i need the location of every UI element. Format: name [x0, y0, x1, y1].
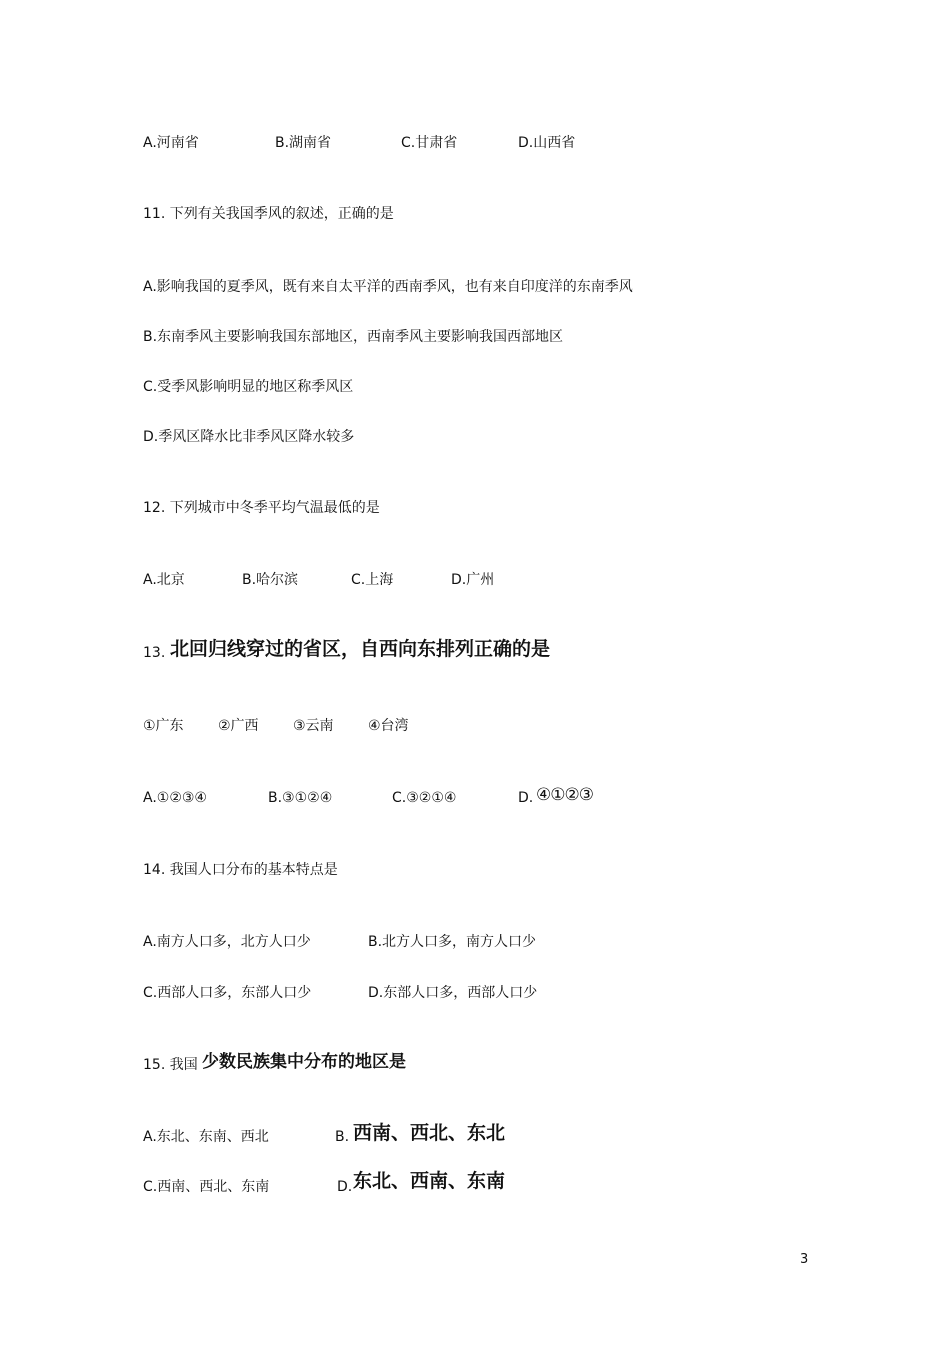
q12-option-a: A.北京 — [143, 572, 185, 588]
q11-option-d: D.季风区降水比非季风区降水较多 — [143, 429, 355, 445]
q12-option-b: B.哈尔滨 — [242, 572, 299, 588]
q14-option-d: D.东部人口多，西部人口少 — [368, 985, 538, 1001]
q15-option-d-prefix: D. — [337, 1179, 353, 1195]
q13-item-3: ③云南 — [293, 718, 334, 734]
q14-option-a: A.南方人口多，北方人口少 — [143, 934, 311, 950]
q15-option-c: C.西南、西北、东南 — [143, 1179, 270, 1195]
q13-option-a: A.①②③④ — [143, 790, 207, 806]
q15-option-b-prefix: B. — [335, 1129, 350, 1145]
q12-stem: 12. 下列城市中冬季平均气温最低的是 — [143, 500, 380, 516]
q15-option-b-value: 西南、西北、东北 — [353, 1122, 506, 1144]
q13-item-1: ①广东 — [143, 718, 184, 734]
q13-option-c: C.③②①④ — [392, 790, 457, 806]
q13-stem: 北回归线穿过的省区，自西向东排列正确的是 — [170, 638, 551, 660]
q12-option-c: C.上海 — [351, 572, 394, 588]
q13-option-d-value: ④①②③ — [536, 785, 593, 805]
q11-stem: 11. 下列有关我国季风的叙述，正确的是 — [143, 206, 394, 222]
q11-option-a: A.影响我国的夏季风，既有来自太平洋的西南季风，也有来自印度洋的东南季风 — [143, 279, 633, 295]
q11-option-b: B.东南季风主要影响我国东部地区，西南季风主要影响我国西部地区 — [143, 329, 564, 345]
q13-number: 13. — [143, 645, 166, 661]
q15-option-d-value: 东北、西南、东南 — [353, 1170, 506, 1192]
q15-stem-prefix: 15. 我国 — [143, 1057, 198, 1073]
q11-option-c: C.受季风影响明显的地区称季风区 — [143, 379, 354, 395]
q13-option-b: B.③①②④ — [268, 790, 333, 806]
q14-option-c: C.西部人口多，东部人口少 — [143, 985, 312, 1001]
page-number: 3 — [800, 1252, 809, 1267]
q10-option-b: B.湖南省 — [275, 135, 332, 151]
q15-option-a: A.东北、东南、西北 — [143, 1129, 269, 1145]
q10-option-d: D.山西省 — [518, 135, 576, 151]
q15-stem: 少数民族集中分布的地区是 — [202, 1052, 406, 1072]
q10-option-a: A.河南省 — [143, 135, 199, 151]
q13-item-2: ②广西 — [218, 718, 259, 734]
q13-option-d-prefix: D. — [518, 790, 534, 806]
q14-option-b: B.北方人口多，南方人口少 — [368, 934, 537, 950]
q14-stem: 14. 我国人口分布的基本特点是 — [143, 862, 338, 878]
q10-option-c: C.甘肃省 — [401, 135, 458, 151]
q12-option-d: D.广州 — [451, 572, 495, 588]
q13-item-4: ④台湾 — [368, 718, 409, 734]
